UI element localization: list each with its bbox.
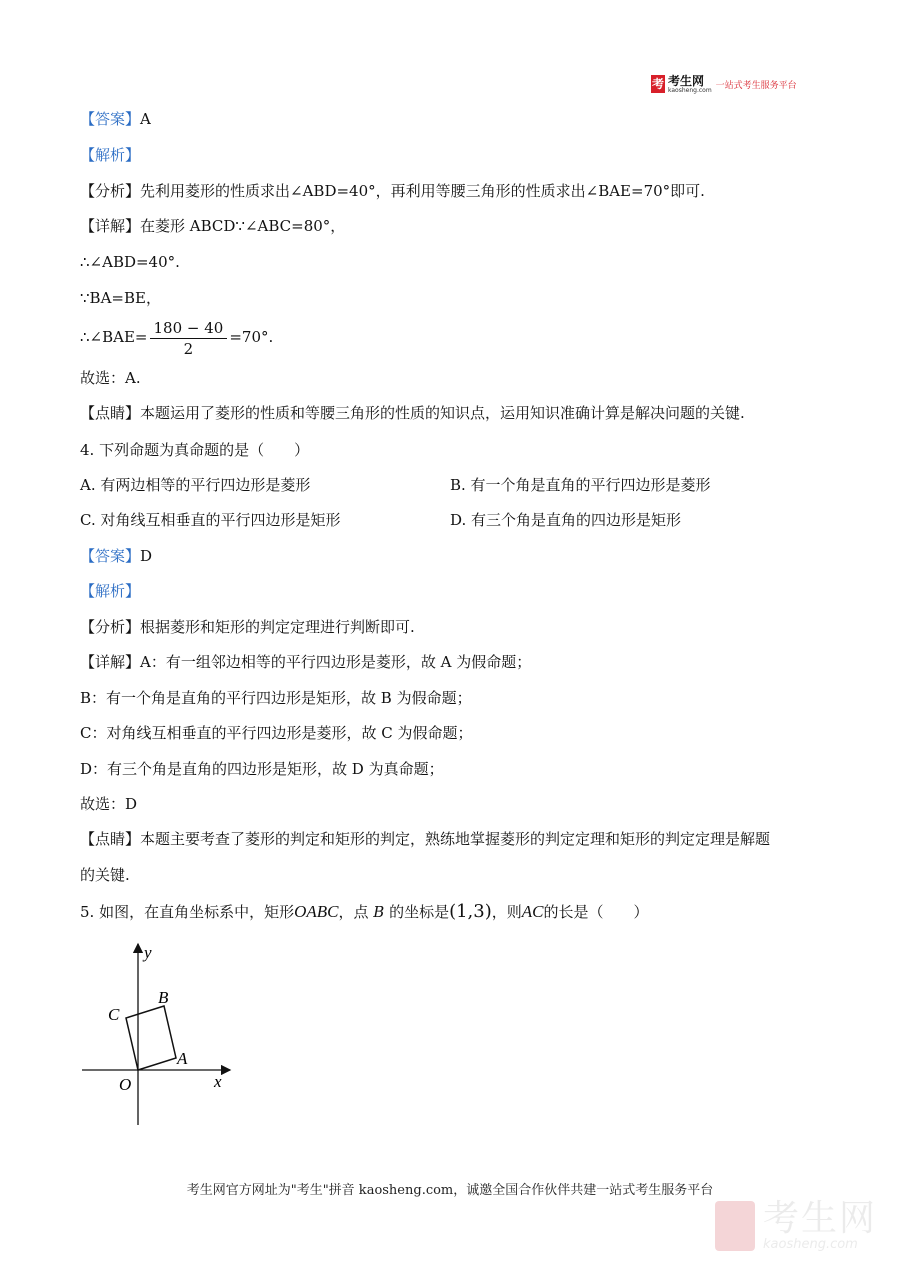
footer-text: 考生网官方网址为"考生"拼音 kaosheng.com，诚邀全国合作伙伴共建一站式考生服务平台	[186, 1183, 714, 1198]
header-logo[interactable]	[651, 72, 797, 96]
q3-answer-tag: 【答案】	[80, 110, 141, 128]
q4-option-c: C. 对角线互相垂直的平行四边形是矩形	[80, 511, 341, 529]
watermark	[715, 1200, 877, 1252]
q4-fenxi-tag: 【分析】	[80, 618, 141, 636]
q4-option-d: D. 有三个角是直角的四边形是矩形	[450, 511, 682, 529]
q3-fenxi: 先利用菱形的性质求出∠ABD=40°，再利用等腰三角形的性质求出∠BAE=70°即可.	[140, 182, 705, 200]
q4-fenxi-line	[80, 617, 415, 637]
q4-detail-line-c	[80, 723, 473, 743]
q4-fenxi: 根据菱形和矩形的判定定理进行判断即可.	[140, 618, 415, 636]
q4-answer-line	[80, 546, 152, 566]
q3-choose-line	[80, 368, 141, 388]
q3-detail-tag: 【详解】	[80, 217, 141, 235]
watermark-url: kaosheng.com	[763, 1237, 858, 1252]
q5-figure	[78, 940, 238, 1130]
q5-segment: AC	[521, 902, 544, 921]
q3-choose: 故选：A.	[80, 369, 141, 387]
q5-rect-name: OABC	[294, 902, 339, 921]
logo-text-block	[668, 75, 712, 94]
q3-detail-2: ∴∠ABD=40°.	[80, 253, 180, 271]
q4-choose-line	[80, 794, 137, 814]
q5-stem-pre: 5. 如图，在直角坐标系中，矩形	[80, 903, 295, 921]
q4-detail-line-d	[80, 759, 444, 779]
q3-detail-1: 在菱形 ABCD∵∠ABC=80°，	[140, 217, 346, 235]
q3-answer-line	[80, 109, 151, 129]
q3-fraction-denominator: 2	[183, 339, 194, 358]
q4-choose: 故选：D	[80, 795, 138, 813]
q4-detail-a: A：有一组邻边相等的平行四边形是菱形，故 A 为假命题；	[140, 653, 532, 671]
watermark-name: 考生网	[763, 1198, 878, 1239]
q3-detail-4-post: =70°.	[229, 328, 274, 346]
axis-label-x: x	[214, 1072, 222, 1091]
logo-url: kaosheng.com	[668, 86, 712, 94]
point-label-c: C	[108, 1005, 120, 1024]
q3-fenxi-tag: 【分析】	[80, 182, 141, 200]
logo-name: 考生网	[668, 73, 705, 88]
q4-option-a: A. 有两边相等的平行四边形是菱形	[80, 476, 311, 494]
q4-analysis-line	[80, 581, 140, 601]
q4-comment-line-1	[80, 829, 770, 849]
q4-stem: 4. 下列命题为真命题的是（ ）	[80, 441, 310, 459]
rectangle-oabc	[126, 1006, 176, 1070]
q4-detail-d: D：有三个角是直角的四边形是矩形，故 D 为真命题；	[80, 760, 444, 778]
q4-detail-tag: 【详解】	[80, 653, 141, 671]
q4-answer-tag: 【答案】	[80, 547, 141, 565]
q3-answer: A	[140, 110, 151, 128]
q4-answer: D	[140, 547, 153, 565]
q5-stem-post: 的长是（ ）	[543, 903, 649, 921]
logo-mark-icon: 考	[651, 77, 664, 91]
q3-comment: 本题运用了菱形的性质和等腰三角形的性质的知识点，运用知识准确计算是解决问题的关键.	[140, 404, 745, 422]
q4-option-b: B. 有一个角是直角的平行四边形是菱形	[450, 476, 711, 494]
q3-comment-tag: 【点睛】	[80, 404, 141, 422]
q4-detail-b: B：有一个角是直角的平行四边形是矩形，故 B 为假命题；	[80, 689, 472, 707]
q3-detail-line-4	[80, 314, 273, 360]
q3-analysis-line	[80, 145, 140, 165]
q4-analysis-tag: 【解析】	[80, 582, 141, 600]
q5-coord: (1,3)	[449, 901, 492, 922]
q3-detail-4-pre: ∴∠BAE=	[80, 328, 148, 346]
q5-point-b: B	[373, 903, 385, 921]
q3-detail-line-3	[80, 288, 161, 308]
q3-fraction	[150, 318, 228, 359]
q4-detail-line-a	[80, 652, 531, 672]
point-label-b: B	[158, 988, 169, 1007]
q3-comment-line	[80, 403, 745, 423]
q4-comment-1: 本题主要考查了菱形的判定和矩形的判定，熟练地掌握菱形的判定定理和矩形的判定定理是解题	[140, 830, 771, 848]
axis-label-y: y	[144, 943, 152, 962]
q3-detail-line-1	[80, 216, 345, 236]
watermark-text	[763, 1200, 877, 1252]
q3-detail-line-2	[80, 252, 180, 272]
q5-stem-mid: ，点	[338, 903, 374, 921]
logo-slogan: 一站式考生服务平台	[715, 80, 797, 91]
q3-fraction-numerator: 180 − 40	[150, 318, 228, 339]
q4-detail-c: C：对角线互相垂直的平行四边形是菱形，故 C 为假命题；	[80, 724, 473, 742]
q5-stem-mid3: ，则	[491, 903, 522, 921]
q3-analysis-tag: 【解析】	[80, 146, 141, 164]
q5-stem-mid2: 的坐标是	[384, 903, 450, 921]
q4-comment-tag: 【点睛】	[80, 830, 141, 848]
watermark-logo-icon	[715, 1201, 755, 1251]
point-label-o: O	[119, 1075, 132, 1094]
q4-detail-line-b	[80, 688, 472, 708]
q5-stem	[80, 902, 649, 922]
q4-comment-2: 的关键.	[80, 866, 130, 884]
q4-comment-line-2	[80, 865, 130, 885]
point-label-a: A	[177, 1049, 188, 1068]
q3-fenxi-line	[80, 181, 705, 201]
q3-detail-3: ∵BA=BE，	[80, 289, 161, 307]
